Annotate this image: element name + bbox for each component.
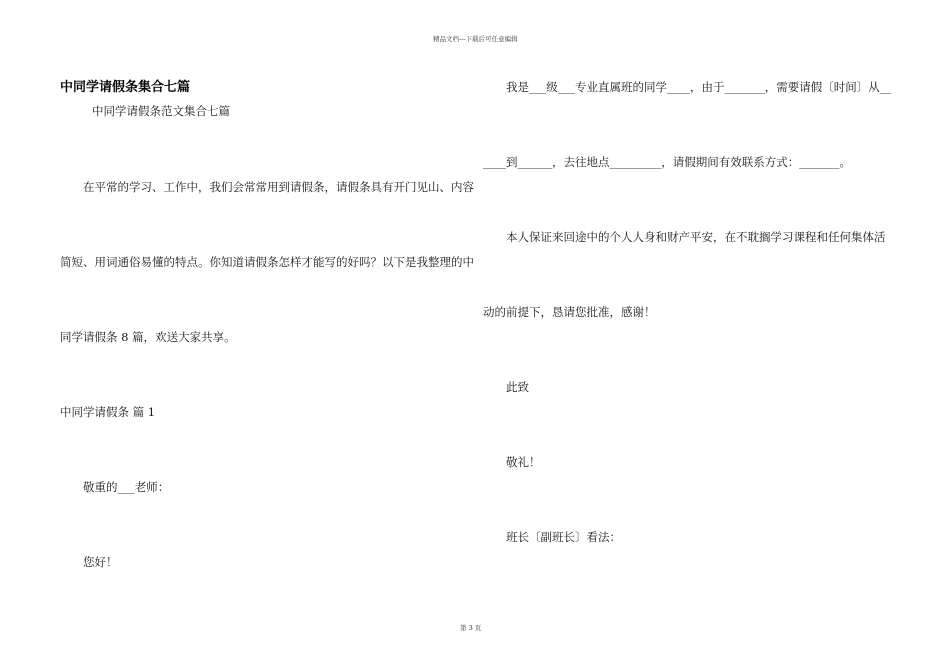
document-title: 中同学请假条集合七篇 [60,80,191,95]
letter-body-line-3: 本人保证来回途中的个人人身和财产平安，在不耽搁学习课程和任何集体活 [506,230,886,244]
letter-closing-2: 敬礼！ [506,455,541,469]
document-subtitle: 中同学请假条范文集合七篇 [92,104,230,118]
monitor-opinion-label: 班长〔副班长〕看法： [506,530,621,544]
letter-body-line-4: 动的前提下，恳请您批准，感谢！ [483,305,656,319]
page-header: 精品文档---下载后可任意编辑 [433,35,518,43]
page-number: 第 3 页 [460,624,482,632]
intro-paragraph-line-2: 简短、用词通俗易懂的特点。你知道请假条怎样才能写的好吗？以下是我整理的中 [60,255,474,269]
letter-greeting: 您好！ [83,555,118,569]
letter-salutation: 敬重的___老师： [83,480,170,494]
letter-closing-1: 此致 [506,380,529,394]
intro-paragraph-line-3: 同学请假条 8 篇，欢送大家共享。 [60,330,236,344]
section-heading: 中同学请假条 篇 1 [60,405,156,419]
letter-body-line-2: ____到______，去往地点_________，请假期间有效联系方式：_______。 [483,155,851,169]
intro-paragraph-line-1: 在平常的学习、工作中，我们会常常用到请假条，请假条具有开门见山、内容 [83,180,474,194]
letter-body-line-1: 我是___级___专业直属班的同学____，由于_______，需要请假〔时间〕从__ [506,80,892,94]
